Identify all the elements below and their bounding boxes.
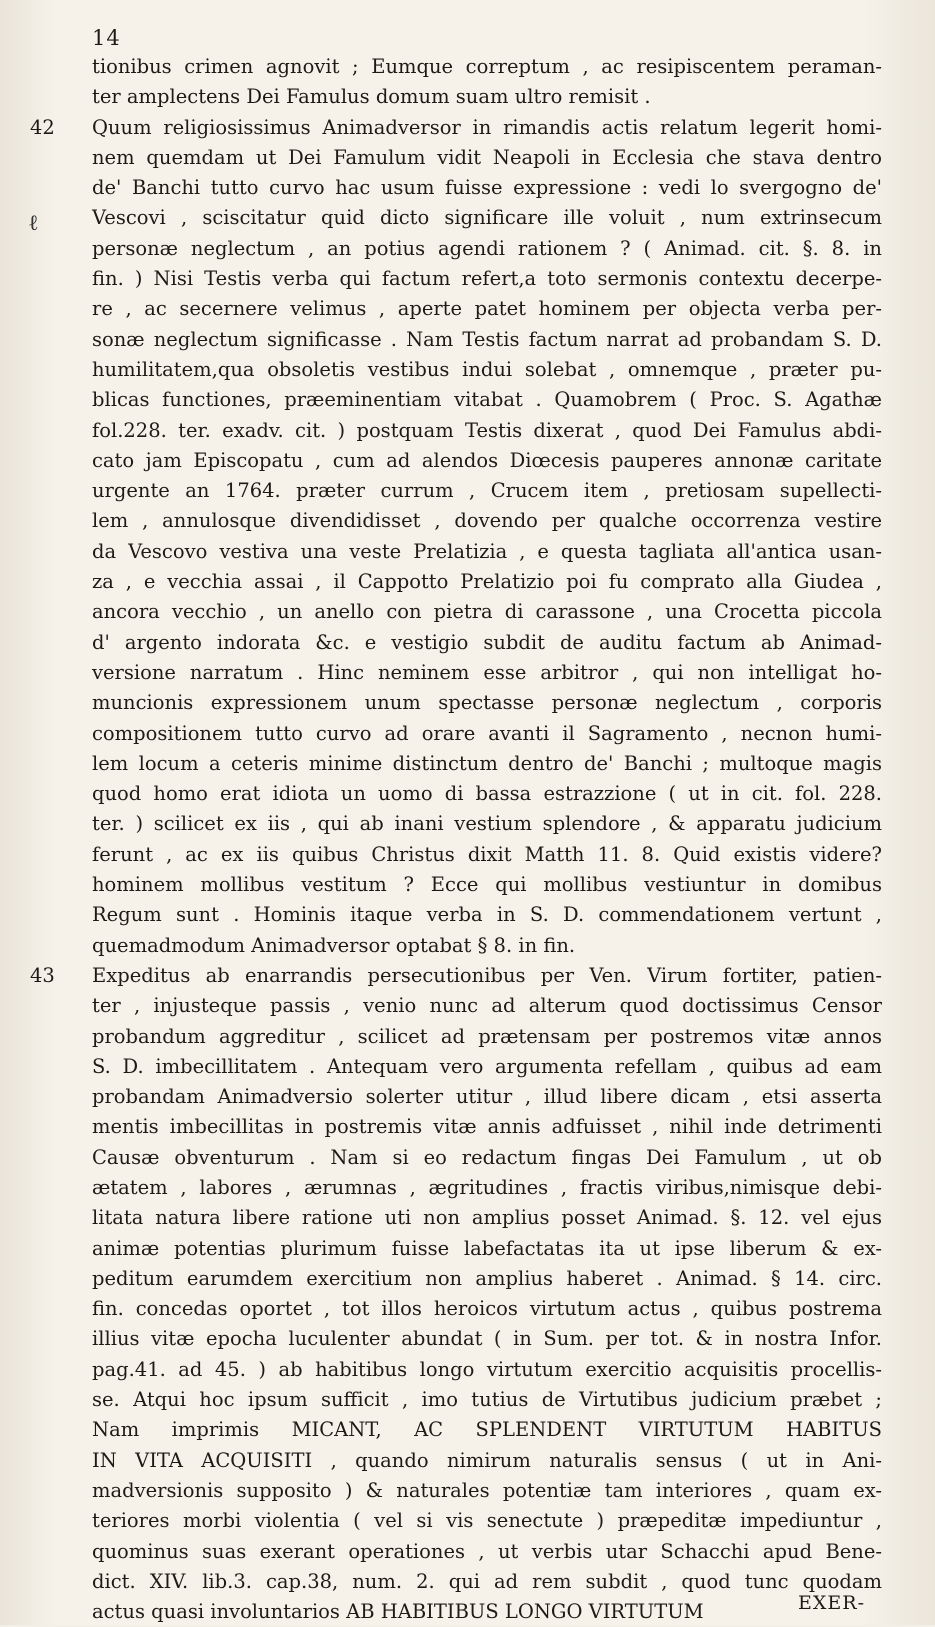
text-line: personæ neglectum , an potius agendi rationem ? ( Animad. cit. §. 8. in	[92, 236, 882, 260]
text-line: quemadmodum Animadversor optabat § 8. in fin.	[92, 933, 576, 957]
text-line: re , ac secernere velimus , aperte patet hominem per objecta verba per-	[92, 297, 882, 321]
paragraph-number: 43	[30, 963, 55, 987]
text-line: compositionem tutto curvo ad orare avanti il Sagramento , necnon humi-	[92, 721, 882, 745]
catchword: EXER-	[798, 1592, 865, 1614]
body-text	[30, 52, 882, 1627]
text-line: quominus suas exerant operationes , ut verbis utar Schacchi apud Bene-	[92, 1539, 882, 1563]
text-line: nem quemdam ut Dei Famulum vidit Neapoli in Ecclesia che stava dentro	[92, 145, 882, 169]
text-line: quod homo erat idiota un uomo di bassa estrazzione ( ut in cit. fol. 228.	[92, 782, 882, 806]
text-line: sonæ neglectum significasse . Nam Testis factum narrat ad probandam S. D.	[92, 327, 882, 351]
text-line: de' Banchi tutto curvo hac usum fuisse expressione : vedi lo svergogno de'	[92, 176, 882, 200]
text-line: muncionis expressionem unum spectasse personæ neglectum , corporis	[92, 691, 882, 715]
text-line-content: Expeditus ab enarrandis persecutionibus per Ven. Virum fortiter, patien-	[92, 963, 882, 987]
text-line: tionibus crimen agnovit ; Eumque correptum , ac resipiscentem peraman-	[92, 55, 882, 78]
text-line: actus quasi involuntarios AB HABITIBUS LONGO VIRTUTUM	[92, 1600, 704, 1624]
text-line: probandum aggreditur , scilicet ad prætensam per postremos vitæ annos	[92, 1024, 882, 1048]
text-line: lem locum a ceteris minime distinctum dentro de' Banchi ; multoque magis	[92, 751, 882, 775]
text-line: cato jam Episcopatu , cum ad alendos Diœcesis pauperes annonæ caritate	[92, 448, 882, 472]
paragraph	[30, 113, 882, 961]
text-line: mentis imbecillitas in postremis vitæ annis adfuisset , nihil inde detrimenti	[92, 1115, 882, 1139]
text-line: S. D. imbecillitatem . Antequam vero argumenta refellam , quibus ad eam	[92, 1054, 882, 1078]
text-line: ætatem , labores , ærumnas , ægritudines , fractis viribus,nimisque debi-	[92, 1175, 882, 1199]
text-line: Nam imprimis MICANT, AC SPLENDENT VIRTUTUM HABITUS	[92, 1418, 882, 1442]
text-line: se. Atqui hoc ipsum sufficit , imo tutius de Virtutibus judicium præbet ;	[92, 1388, 882, 1412]
text-line: Regum sunt . Hominis itaque verba in S. D. commendationem vertunt ,	[92, 903, 882, 927]
text-line: fol.228. ter. exadv. cit. ) postquam Testis dixerat , quod Dei Famulus abdi-	[92, 418, 882, 442]
text-line: Vescovi , sciscitatur quid dicto significare ille voluit , num extrinsecum	[92, 206, 882, 230]
text-line: dict. XIV. lib.3. cap.38, num. 2. qui ad rem subdit , quod tunc quodam	[92, 1569, 882, 1593]
text-line: versione narratum . Hinc neminem esse arbitror , qui non intelligat ho-	[92, 660, 882, 684]
text-line: ter amplectens Dei Famulus domum suam ultro remisit .	[92, 85, 651, 109]
text-line: hominem mollibus vestitum ? Ecce qui mollibus vestiuntur in domibus	[92, 873, 882, 897]
paragraph	[92, 52, 882, 113]
text-line: za , e vecchia assai , il Cappotto Prelatizio poi fu comprato alla Giudea ,	[92, 570, 882, 594]
text-line: ancora vecchio , un anello con pietra di carassone , una Crocetta piccola	[92, 600, 882, 624]
text-line: humilitatem,qua obsoletis vestibus indui solebat , omnemque , præter pu-	[92, 357, 882, 381]
text-line: lem , annulosque divendidisset , dovendo per qualche occorrenza vestire	[92, 509, 882, 533]
text-line: IN VITA ACQUISITI , quando nimirum naturalis sensus ( ut in Ani-	[92, 1448, 882, 1472]
text-line: urgente an 1764. præter currum , Crucem item , pretiosam supellecti-	[92, 479, 882, 503]
text-line	[30, 961, 882, 991]
text-line	[30, 113, 882, 143]
text-line-content: Quum religiosissimus Animadversor in rimandis actis relatum legerit homi-	[92, 115, 882, 139]
paragraph-number: 42	[30, 115, 55, 139]
text-line: pag.41. ad 45. ) ab habitibus longo virtutum exercitio acquisitis procellis-	[92, 1357, 882, 1381]
text-line: da Vescovo vestiva una veste Prelatizia , e questa tagliata all'antica usan-	[92, 539, 882, 563]
text-line: ter , injusteque passis , venio nunc ad alterum quod doctissimus Censor	[92, 994, 882, 1018]
text-line: litata natura libere ratione uti non amplius posset Animad. §. 12. vel ejus	[92, 1206, 882, 1230]
text-line: probandam Animadversio solerter utitur , illud libere dicam , etsi asserta	[92, 1085, 882, 1109]
text-line: peditum earumdem exercitium non amplius haberet . Animad. § 14. circ.	[92, 1266, 882, 1290]
text-line: illius vitæ epocha luculenter abundat ( in Sum. per tot. & in nostra Infor.	[92, 1327, 882, 1351]
text-line: fin. concedas oportet , tot illos heroicos virtutum actus , quibus postrema	[92, 1297, 882, 1321]
text-line: Causæ obventurum . Nam si eo redactum fingas Dei Famulum , ut ob	[92, 1145, 882, 1169]
margin-annotation: ℓ	[28, 211, 39, 236]
text-line: animæ potentias plurimum fuisse labefactatas ita ut ipse liberum & ex-	[92, 1236, 882, 1260]
page-number: 14	[92, 26, 121, 50]
text-line: ter. ) scilicet ex iis , qui ab inani vestium splendore , & apparatu judicium	[92, 812, 882, 836]
text-line: madversionis supposito ) & naturales potentiæ tam interiores , quam ex-	[92, 1478, 882, 1502]
paragraph	[30, 961, 882, 1627]
text-line: teriores morbi violentia ( vel si vis senectute ) præpeditæ impediuntur ,	[92, 1509, 882, 1533]
text-line: blicas functiones, præeminentiam vitabat . Quamobrem ( Proc. S. Agathæ	[92, 388, 882, 412]
text-line: fin. ) Nisi Testis verba qui factum refert,a toto sermonis contextu decerpe-	[92, 267, 882, 291]
text-line: d' argento indorata &c. e vestigio subdit de auditu factum ab Animad-	[92, 630, 882, 654]
text-line: ferunt , ac ex iis quibus Christus dixit Matth 11. 8. Quid existis videre?	[92, 842, 882, 866]
